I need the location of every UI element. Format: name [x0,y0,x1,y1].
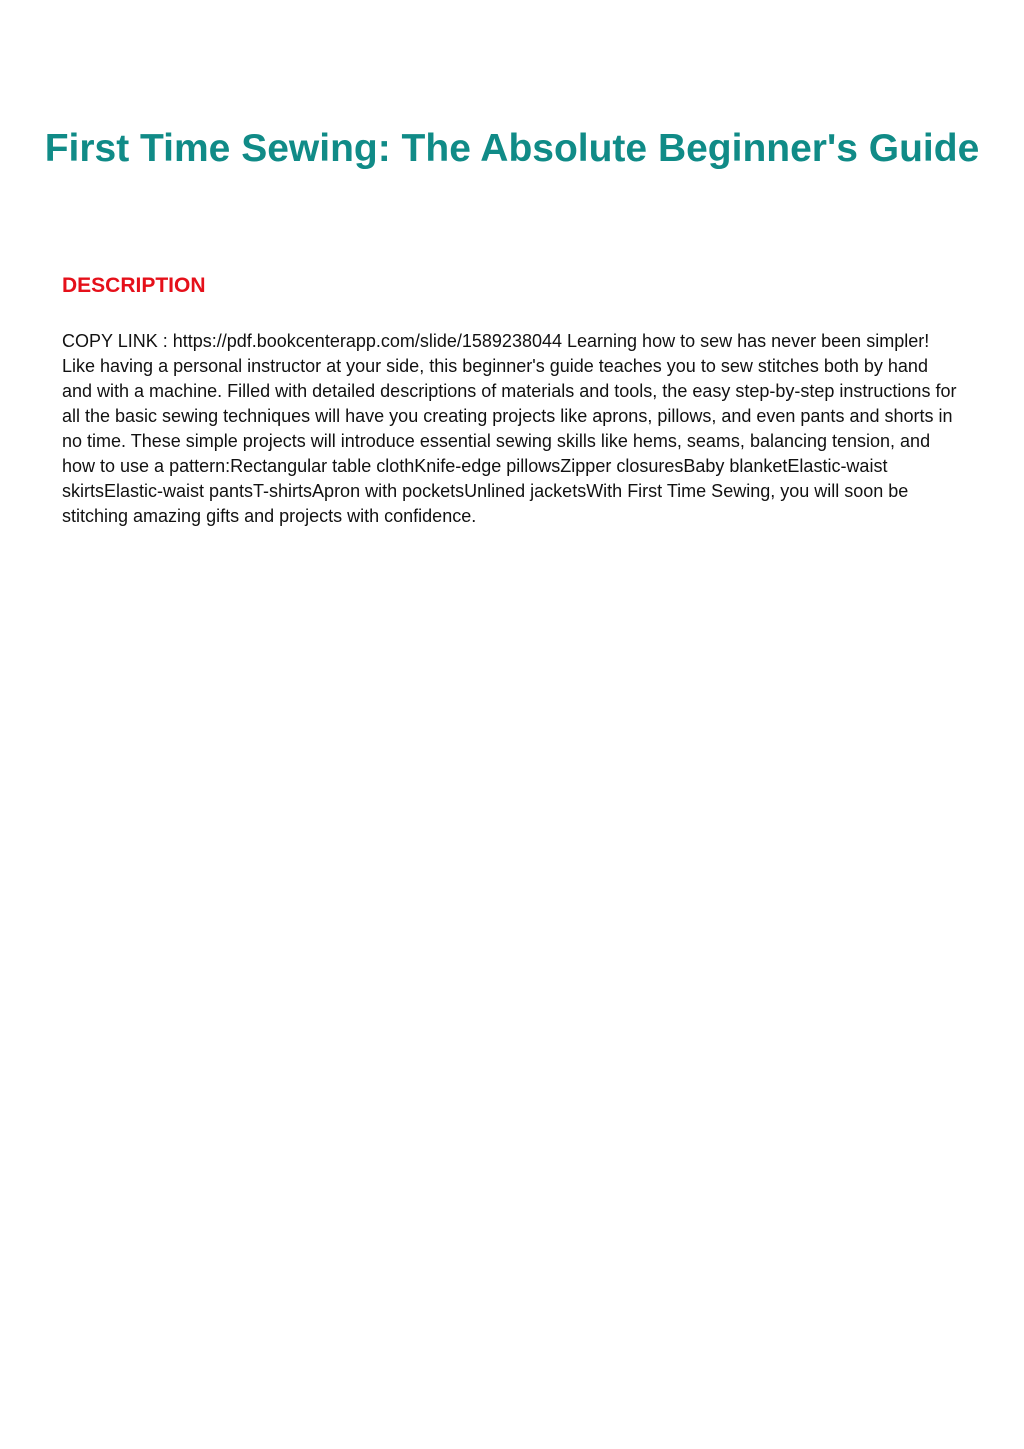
description-heading: DESCRIPTION [62,274,206,297]
description-paragraph [62,329,960,529]
copy-link-url[interactable]: https://pdf.bookcenterapp.com/slide/1589238044 [172,331,562,351]
page-title: First Time Sewing: The Absolute Beginner's Guide [44,127,980,170]
copy-link-label: COPY LINK : [62,331,173,351]
description-text: Learning how to sew has never been simpler! Like having a personal instructor at your side, this beginner's guide teaches you to sew stitches both by hand and with a machine. Filled with detailed descriptions of materials and tools, the easy step-by-step instructions for all the basic sewing techniques will have you creating projects like aprons, pillows, and even pants and shorts in no time. These simple projects will introduce essential sewing skills like hems, seams, balancing tension, and how to use a pattern:Rectangular table clothKnife-edge pillowsZipper closuresBaby blanketElastic-waist skirtsElastic-waist pantsT-shirtsApron with pocketsUnlined jacketsWith First Time Sewing, you will soon be stitching amazing gifts and projects with confidence. [62,331,957,526]
